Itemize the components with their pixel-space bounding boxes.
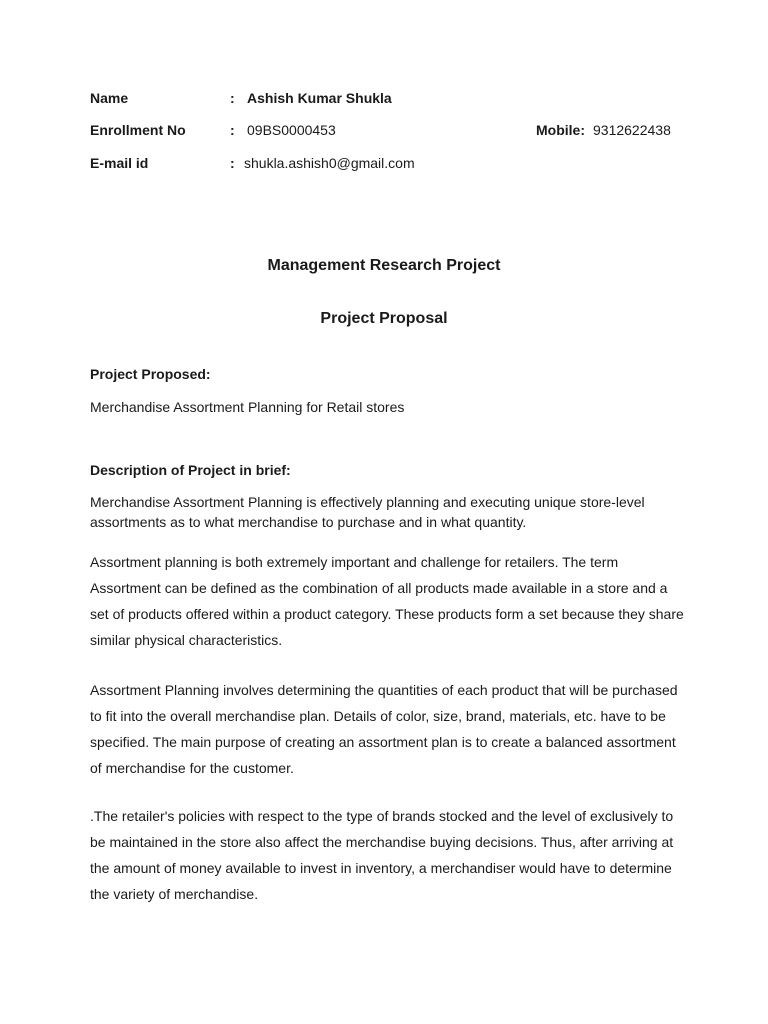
- description-paragraph: Assortment Planning involves determining the quantities of each product that will be purchased to fit into the overall merchandise plan. Details of color, size, brand, materials, etc. have to be specified. The main purpose of creating an assortment plan is to create a balanced assortment of merchandise for the customer.: [90, 682, 678, 776]
- description-paragraph: Merchandise Assortment Planning is effectively planning and executing unique store-level assortments as to what merchandise to purchase and in what quantity.: [90, 494, 645, 530]
- description-paragraph: Assortment planning is both extremely important and challenge for retailers. The term Assortment can be defined as the combination of all products made available in a store and a set of products offered within a product category. These products form a set because they share similar physical characteristics.: [90, 554, 684, 648]
- enrollment-colon: :: [230, 122, 235, 138]
- mobile-label: Mobile:: [536, 122, 585, 138]
- enrollment-label: Enrollment No: [90, 122, 186, 138]
- email-label: E-mail id: [90, 155, 149, 171]
- project-text: Merchandise Assortment Planning for Retail stores: [90, 399, 405, 415]
- project-heading: Project Proposed:: [90, 366, 211, 382]
- description-heading: Description of Project in brief:: [90, 462, 291, 478]
- mobile-value: 9312622438: [593, 122, 671, 138]
- enrollment-value: 09BS0000453: [247, 122, 336, 138]
- sub-title: Project Proposal: [320, 310, 448, 327]
- name-colon: :: [230, 90, 235, 106]
- name-value: Ashish Kumar Shukla: [247, 90, 392, 106]
- email-value: shukla.ashish0@gmail.com: [244, 155, 415, 171]
- name-label: Name: [90, 90, 129, 106]
- email-colon: :: [230, 155, 235, 171]
- description-paragraph: .The retailer's policies with respect to the type of brands stocked and the level of exclusively to be maintained in the store also affect the merchandise buying decisions. Thus, after arriving at the amount of money available to invest in inventory, a merchandiser would have to determine the variety of merchandise.: [90, 808, 674, 902]
- main-title: Management Research Project: [267, 257, 501, 274]
